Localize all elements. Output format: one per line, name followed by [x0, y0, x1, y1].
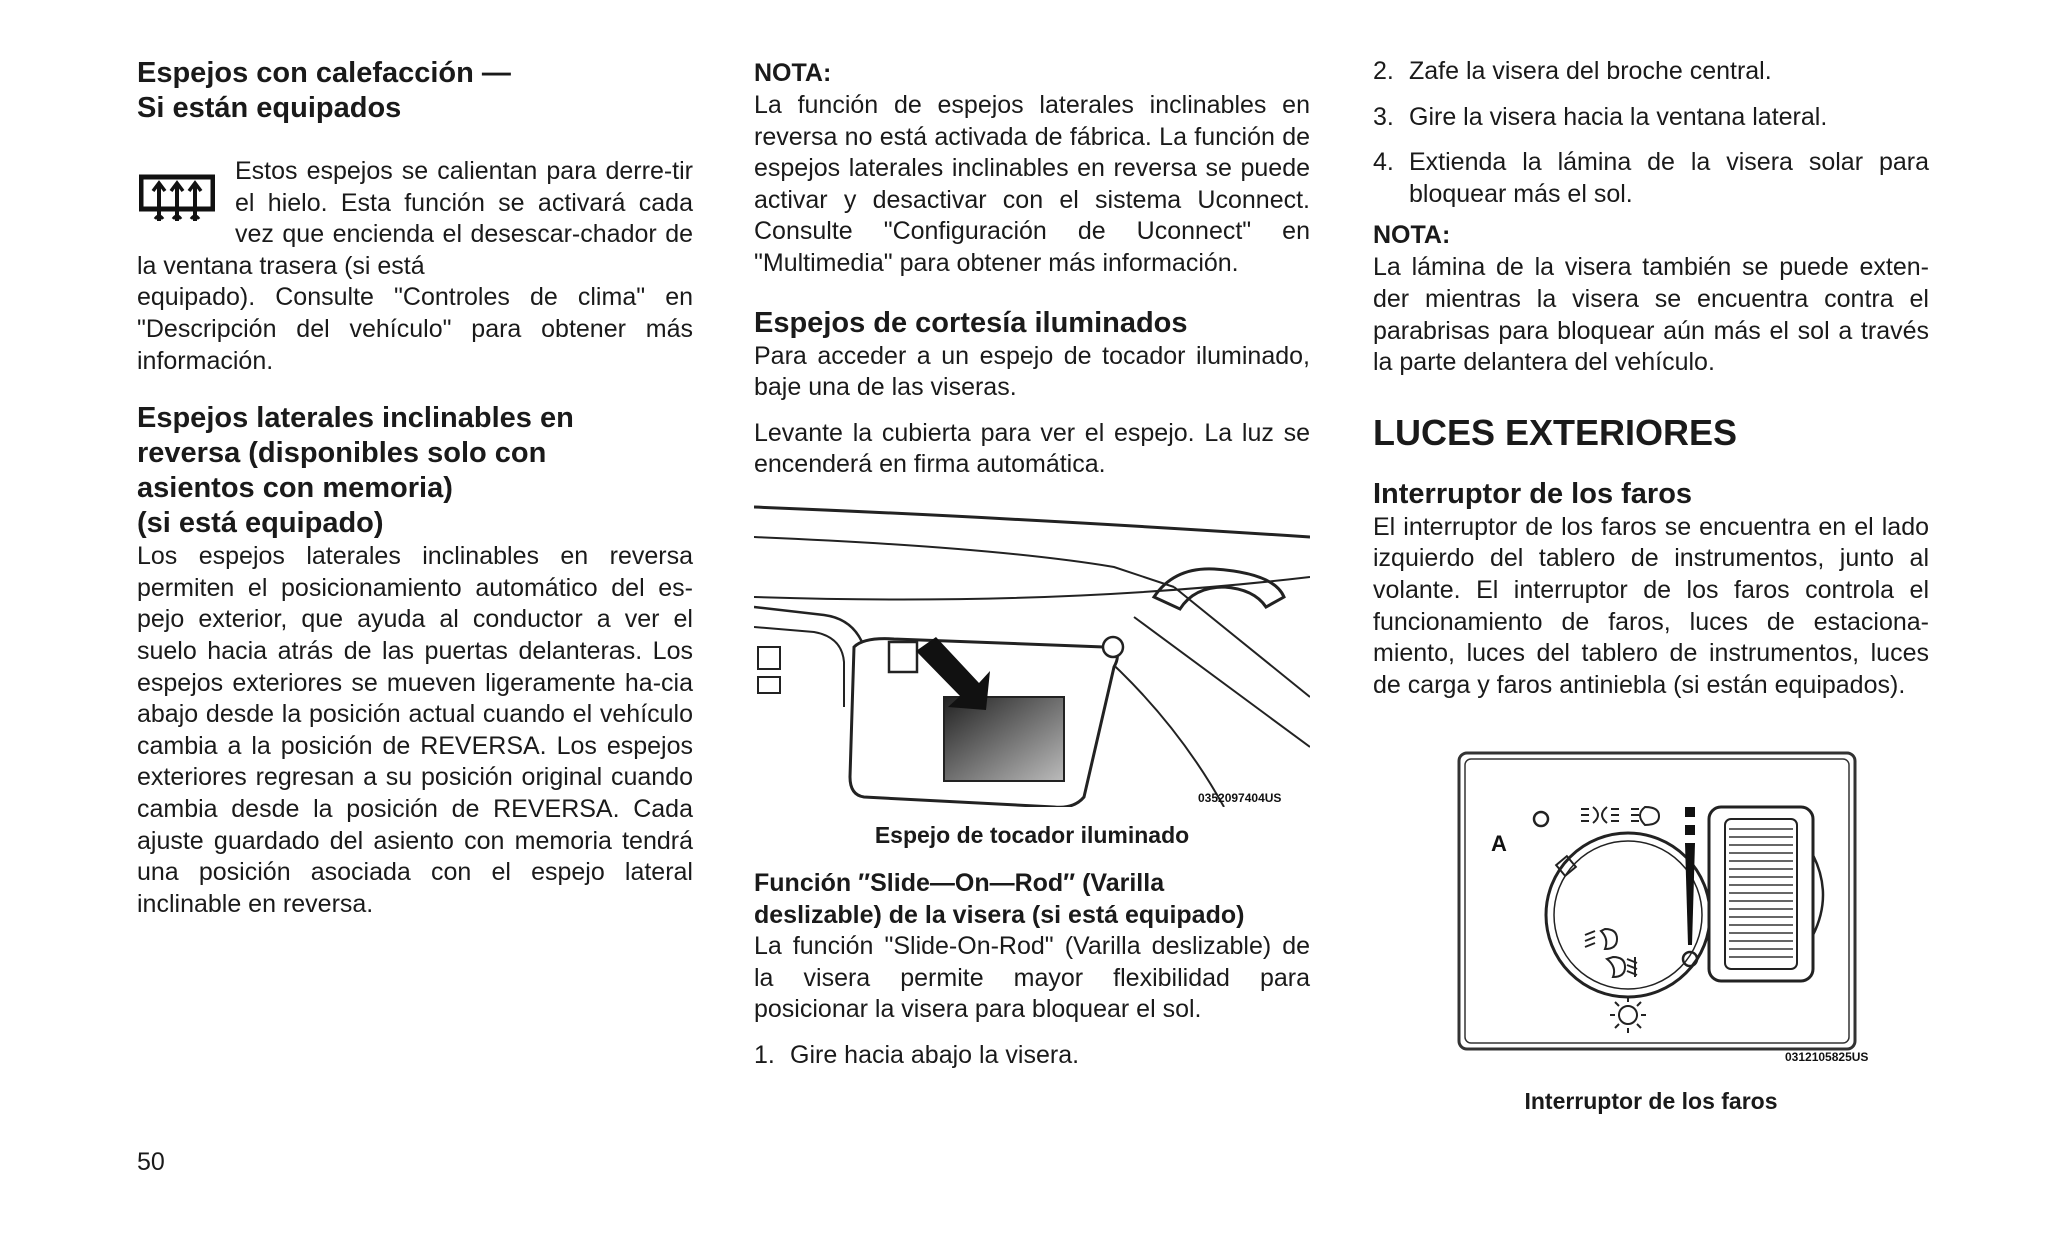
heated-mirrors-title	[137, 56, 693, 126]
rear-defrost-icon	[137, 170, 217, 228]
heated-mirrors-section	[137, 156, 693, 377]
visor-steps-list-start	[754, 1040, 1310, 1072]
nota-label-2: NOTA:	[1373, 221, 1451, 250]
column-left	[137, 56, 693, 920]
page-number: 50	[137, 1148, 165, 1176]
courtesy-p1: Para acceder a un espejo de tocador iluminado, baje una de las viseras.	[754, 341, 1310, 402]
switch-figure-letter: A	[1491, 831, 1507, 857]
nota-body: La función de espejos laterales inclinables en reversa no está activada de fábrica. La función de espejos laterales inclinables en reversa se puede activar y desactivar con el sistema Uconnect. Consulte "Configuración de Uconnect" en "Multimedia" para obtener más información.	[754, 91, 1310, 277]
step-text: Extienda la lámina de la visera solar para bloquear más el sol.	[1409, 148, 1929, 208]
step-number: 3.	[1373, 102, 1394, 131]
courtesy-p2: Levante la cubierta para ver el espejo. La luz se encenderá en firma automática.	[754, 418, 1310, 479]
tilt-mirrors-body: Los espejos laterales inclinables en reversa permiten el posicionamiento automático del es-pejo exterior, que ayuda al conductor a ver el suelo hacia atrás de las puertas delanteras. Los espejos exteriores se mueven ligeramente ha-cia abajo desde la posición actual cuando el vehículo cambia a la posición de REVERSA. Los espejos exteriores regresan a su posición original cuando cambia desde la posición de REVERSA. Cada ajuste guardado del asiento con memoria tendrá una posición asociada con el espejo lateral inclinable en reversa.	[137, 542, 693, 918]
list-item	[754, 1040, 1310, 1072]
headlight-switch-figure	[1373, 745, 1929, 1116]
switch-figure-code: 0312105825US	[1785, 1050, 1869, 1065]
courtesy-mirrors-title: Espejos de cortesía iluminados	[754, 306, 1188, 339]
step-text: Gire hacia abajo la visera.	[790, 1040, 1080, 1069]
heated-body-indent: Estos espejos se calientan para derre-tir el hielo. Esta función se activará cada vez que encienda el desescar-chador de la ventana trasera (si está	[137, 157, 693, 280]
headlight-switch-title: Interruptor de los faros	[1373, 477, 1693, 510]
slide-title-line1: Función ″Slide—On—Rod″ (Varilla	[754, 868, 1165, 897]
list-item	[1373, 147, 1929, 210]
heated-title-line1: Espejos con calefacción —	[137, 57, 511, 89]
step-number: 4.	[1373, 148, 1394, 177]
switch-figure-caption: Interruptor de los faros	[1524, 1088, 1778, 1115]
list-item	[1373, 56, 1929, 88]
slide-on-rod-title	[754, 868, 1310, 931]
heated-title-line2: Si están equipados	[137, 92, 402, 124]
vanity-mirror-illustration	[754, 497, 1310, 807]
tilt-title-line4: (si está equipado)	[137, 507, 384, 540]
visor-steps-list-cont	[1373, 56, 1929, 210]
column-middle	[754, 56, 1310, 1072]
nota-label: NOTA:	[754, 59, 832, 87]
tilt-title-line2: reversa (disponibles solo con	[137, 437, 547, 470]
headlight-switch-body: El interruptor de los faros se encuentra en el lado izquierdo del tablero de instrumentos, junto al volante. El interruptor de los faros controla el funcionamiento de faros, luces de estaciona-miento, luces del tablero de instrumentos, luces de carga y faros antiniebla (si están equipados).	[1373, 512, 1929, 699]
step-text: Zafe la visera del broche central.	[1409, 57, 1772, 85]
tilt-title-line3: asientos con memoria)	[137, 472, 453, 505]
list-item	[1373, 102, 1929, 134]
slide-title-line2: deslizable) de la visera (si está equipado)	[754, 900, 1245, 929]
nota-body-2: La lámina de la visera también se puede exten-der mientras la visera se encuentra contra el parabrisas para bloquear aún más el sol a través la parte delantera del vehículo.	[1373, 253, 1929, 377]
column-right	[1373, 56, 1929, 1116]
step-number: 2.	[1373, 57, 1394, 85]
slide-on-rod-body: La función "Slide-On-Rod" (Varilla deslizable) de la visera permite mayor flexibilidad para posicionar la visera para bloquear el sol.	[754, 932, 1310, 1024]
vanity-figure-caption: Espejo de tocador iluminado	[874, 821, 1190, 848]
headlight-switch-illustration	[1373, 745, 1929, 1065]
step-number: 1.	[754, 1040, 775, 1069]
tilt-mirrors-title	[137, 401, 693, 541]
step-text: Gire la visera hacia la ventana lateral.	[1409, 102, 1828, 131]
exterior-lights-title: LUCES EXTERIORES	[1373, 411, 1738, 453]
tilt-title-line1: Espejos laterales inclinables en	[137, 402, 574, 435]
heated-body-rest: equipado). Consulte "Controles de clima" en "Descripción del vehículo" para obtener más información.	[137, 283, 693, 375]
vanity-figure-code: 0352097404US	[1198, 790, 1282, 805]
vanity-mirror-figure	[754, 497, 1310, 850]
